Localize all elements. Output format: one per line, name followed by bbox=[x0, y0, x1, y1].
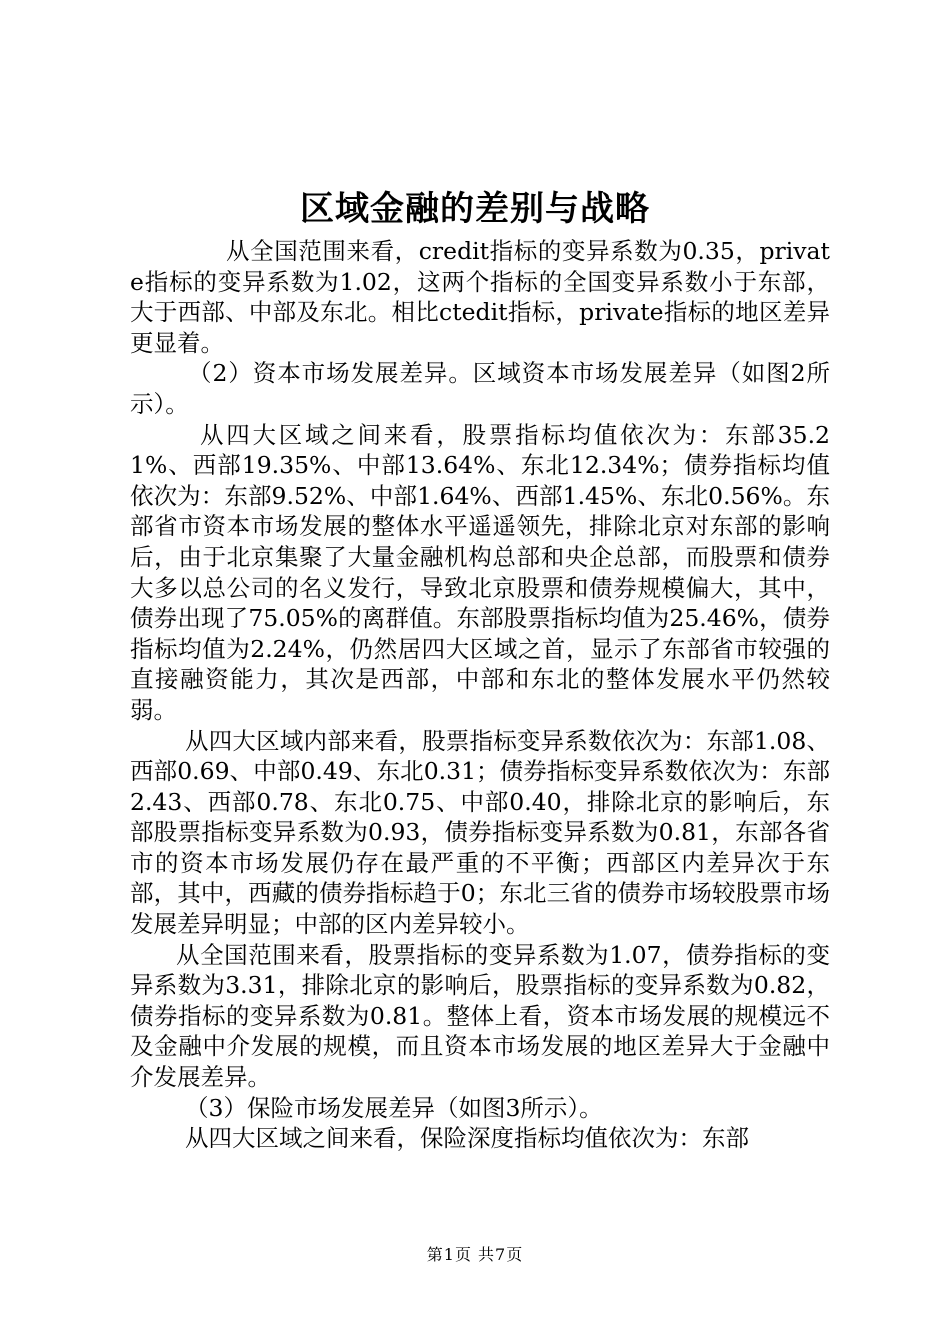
page-footer: 第1页 共7页 bbox=[426, 1245, 524, 1264]
document-body bbox=[130, 236, 830, 1154]
page-title: 区域金融的差别与战略 bbox=[300, 189, 650, 229]
paragraph-capital-market-heading: （2）资本市场发展差异。区域资本市场发展差异（如图2所示）。 bbox=[130, 359, 830, 418]
paragraph-national-stock-bond: 从全国范围来看，股票指标的变异系数为1.07，债券指标的变异系数为3.31，排除北京的影响后，股票指标的变异系数为0.82，债券指标的变异系数为0.81。整体上看，资本市场发展的规模远不及金融中介发展的规模，而且资本市场发展的地区差异大于金融中介发展差异。 bbox=[130, 940, 830, 1092]
paragraph-insurance-heading: （3）保险市场发展差异（如图3所示）。 bbox=[185, 1093, 603, 1122]
paragraph-insurance-depth: 从四大区域之间来看，保险深度指标均值依次为：东部 bbox=[185, 1124, 749, 1153]
paragraph-intra-regional: 从四大区域内部来看，股票指标变异系数依次为：东部1.08、西部0.69、中部0.49、东北0.31；债券指标变异系数依次为：东部2.43、西部0.78、东北0.75、中部0.40，排除北京的影响后，东部股票指标变异系数为0.93，债券指标变异系数为0.81，东部各省市的资本市场发展仍存在最严重的不平衡；西部区内差异次于东部，其中，西藏的债券指标趋于0；东北三省的债券市场较股票市场发展差异明显；中部的区内差异较小。 bbox=[130, 726, 830, 939]
paragraph-national-credit-private: 从全国范围来看，credit指标的变异系数为0.35，private指标的变异系数为1.02，这两个指标的全国变异系数小于东部，大于西部、中部及东北。相比ctedit指标，private指标的地区差异更显着。 bbox=[130, 237, 830, 357]
paragraph-regional-comparison: 从四大区域之间来看，股票指标均值依次为：东部35.21%、西部19.35%、中部13.64%、东北12.34%；债券指标均值依次为：东部9.52%、中部1.64%、西部1.45%、东北0.56%。东部省市资本市场发展的整体水平遥遥领先，排除北京对东部的影响后，由于北京集聚了大量金融机构总部和央企总部，而股票和债券大多以总公司的名义发行，导致北京股票和债券规模偏大，其中，债券出现了75.05%的离群值。东部股票指标均值为25.46%，债券指标均值为2.24%，仍然居四大区域之首，显示了东部省市较强的直接融资能力，其次是西部，中部和东北的整体发展水平仍然较弱。 bbox=[130, 420, 830, 724]
